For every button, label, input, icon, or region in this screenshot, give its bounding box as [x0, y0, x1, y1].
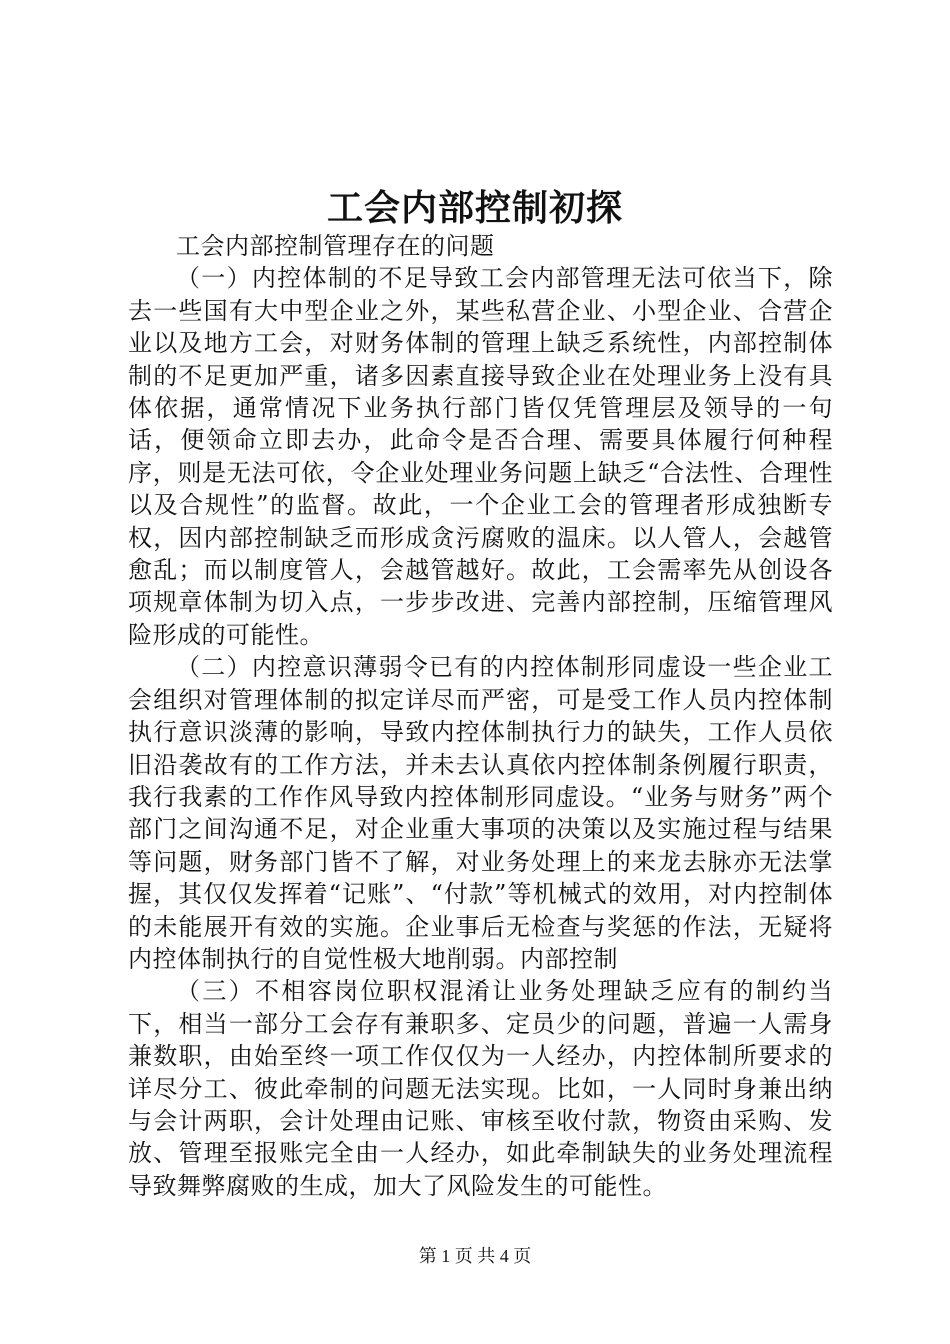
paragraph-3: （三）不相容岗位职权混淆让业务处理缺乏应有的制约当下，相当一部分工会存有兼职多、定员少的问题，普遍一人需身兼数职，由始至终一项工作仅仅为一人经办，内控体制所要求的详尽分工、彼此牵制的问题无法实现。比如，一人同时身兼出纳与会计两职，会计处理由记账、审核至收付款，物资由采购、发放、管理至报账完全由一人经办，如此牵制缺失的业务处理流程导致舞弊腐败的生成，加大了风险发生的可能性。	[128, 977, 833, 1200]
paragraph-2: （二）内控意识薄弱令已有的内控体制形同虚设一些企业工会组织对管理体制的拟定详尽而严密，可是受工作人员内控体制执行意识淡薄的影响，导致内控体制执行力的缺失，工作人员依旧沿袭故有的工作方法，并未去认真依内控体制条例履行职责，我行我素的工作作风导致内控体制形同虚设。“业务与财务”两个部门之间沟通不足，对企业重大事项的决策以及实施过程与结果等问题，财务部门皆不了解，对业务处理上的来龙去脉亦无法掌握，其仅仅发挥着“记账”、“付款”等机械式的效用，对内控制体的未能展开有效的实施。企业事后无检查与奖惩的作法，无疑将内控体制执行的自觉性极大地削弱。内部控制	[128, 653, 833, 973]
page-footer: 第 1 页 共 4 页	[418, 1246, 532, 1266]
paragraph-1: （一）内控体制的不足导致工会内部管理无法可依当下，除去一些国有大中型企业之外，某些私营企业、小型企业、合营企业以及地方工会，对财务体制的管理上缺乏系统性，内部控制体制的不足更加严重，诸多因素直接导致企业在处理业务上没有具体依据，通常情况下业务执行部门皆仅凭管理层及领导的一句话，便领命立即去办，此命令是否合理、需要具体履行何种程序，则是无法可依，令企业处理业务问题上缺乏“合法性、合理性以及合规性”的监督。故此，一个企业工会的管理者形成独断专权，因内部控制缺乏而形成贪污腐败的温床。以人管人，会越管愈乱；而以制度管人，会越管越好。故此，工会需率先从创设各项规章体制为切入点，一步步改进、完善内部控制，压缩管理风险形成的可能性。	[128, 264, 833, 649]
section-heading: 工会内部控制管理存在的问题	[176, 232, 495, 260]
document-body	[128, 230, 833, 1202]
document-title: 工会内部控制初探	[326, 187, 623, 229]
